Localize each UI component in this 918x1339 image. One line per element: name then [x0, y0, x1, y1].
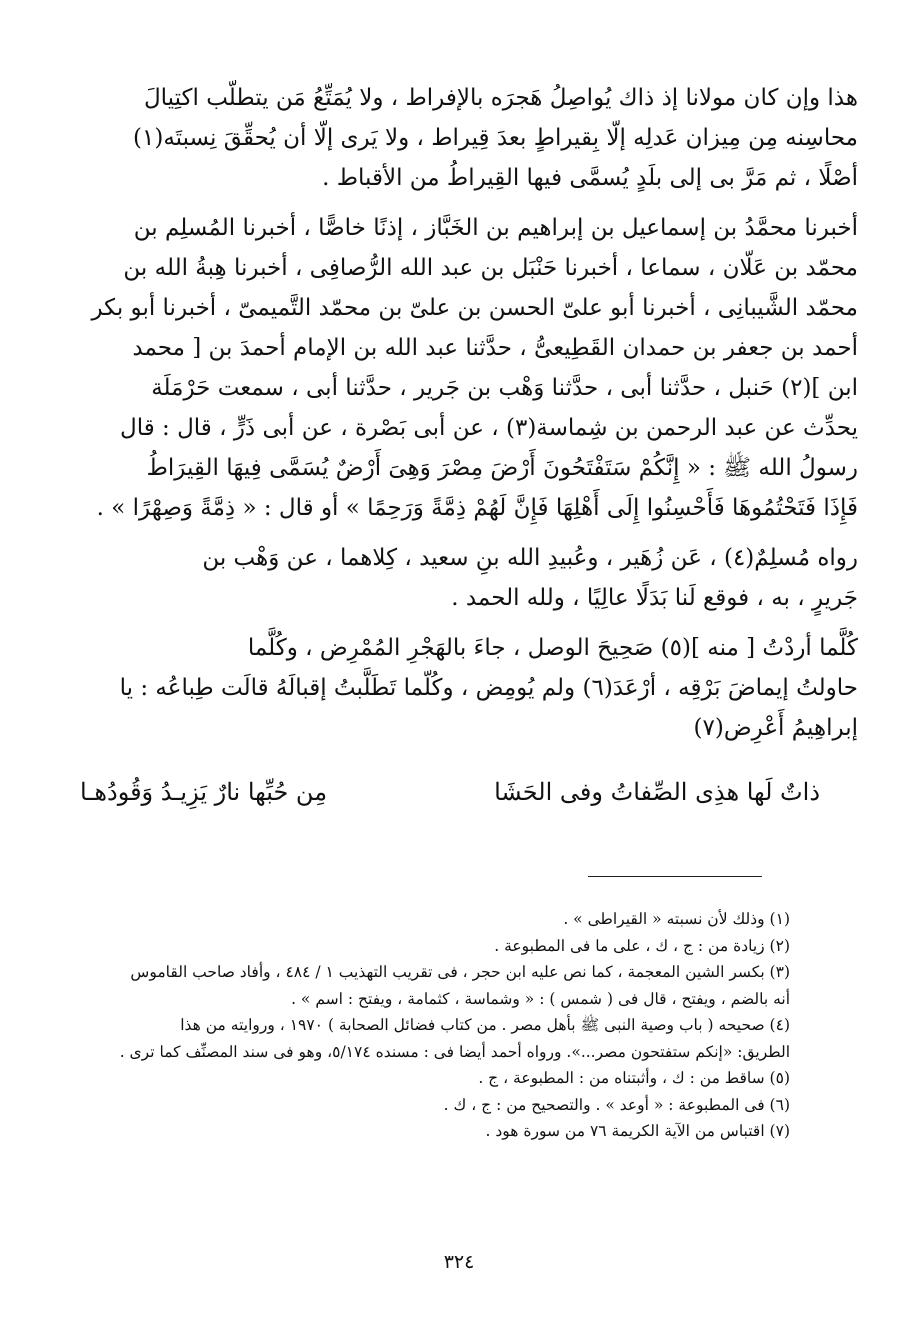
footnote-line: أنه بالضم ، ويفتح ، قال فى ( شمس ) : « وشماسة ، كثمامة ، ويفتح : اسم » . [291, 989, 790, 1008]
paragraph-4 [58, 628, 858, 748]
text-line: محاسِنه مِن مِيزان عَدلِه إلّا بِقيراطٍ بعدَ قِيراط ، ولا يَرى إلّا أن يُحقِّقَ نِسبتَه(١) [133, 125, 858, 151]
footnote-divider [588, 876, 762, 877]
footnote-line: (٤) صحيحه ( باب وصية النبى ﷺ بأهل مصر . من كتاب فضائل الصحابة ) ١٩٧٠ ، وروايته من هذا [180, 1016, 790, 1034]
text-line: هذا وإن كان مولانا إذ ذاك يُواصِلُ هَجرَه بالإفراط ، ولا يُمَتِّعُ مَن يتطلّب اكتِيالَ [143, 85, 858, 111]
text-line: إبراهِيمُ أَعْرِض(٧) [693, 715, 858, 741]
poetry-verse [80, 770, 820, 814]
paragraph-3 [58, 538, 858, 618]
verse-left-hemistich: مِن حُبِّها نارٌ يَزِيـدُ وَقُودُهـا [80, 778, 328, 806]
footnote-line: (٣) بكسر الشين المعجمة ، كما نص عليه ابن حجر ، فى تقريب التهذيب ١ / ٤٨٤ ، وأفاد صاحب القاموس [130, 963, 790, 981]
footnote-line: (٥) ساقط من : ك ، وأثبتناه من : المطبوعة ، ج . [478, 1069, 790, 1087]
text-line: يحدِّث عن عبد الرحمن بن شِماسة(٣) ، عن أبى بَصْرة ، عن أبى ذَرٍّ ، قال : قال [119, 415, 858, 441]
text-line: أخبرنا محمَّدُ بن إسماعيل بن إبراهيم بن الخَبَّاز ، إذنًا خاصًّا ، أخبرنا المُسلِم بن [133, 215, 858, 241]
footnotes [62, 906, 790, 1145]
text-line: محمّد الشَّيبانِى ، أخبرنا أبو علىّ الحسن بن علىّ بن محمّد التَّميمىّ ، أخبرنا أبو بكر [91, 295, 858, 321]
footnote-line: (٦) فى المطبوعة : « أوعد » . والتصحيح من : ج ، ك . [443, 1095, 790, 1114]
text-line: رسولُ الله ﷺ : « إِنَّكُمْ سَتَفْتَحُونَ أَرْضَ مِصْرَ وَهِىَ أَرْضٌ يُسَمَّى فِيهَا القِيرَاطُ [146, 455, 858, 481]
footnote-line: (٢) زيادة من : ج ، ك ، على ما فى المطبوعة . [494, 936, 790, 955]
text-line: ابن ](٢) حَنبل ، حدَّثنا أبى ، حدَّثنا وَهْب بن جَرير ، حدَّثنا أبى ، سمعت حَرْمَلَة [151, 375, 858, 401]
text-line: حاولتُ إيماضَ بَرْقِه ، أرْعَدَ(٦) ولم يُومِض ، وكُلّما تَطَلَّبتُ إقبالَهُ قالَت طِباعُه : يا [119, 675, 858, 701]
paragraph-2 [58, 208, 858, 528]
footnote-line: (١) وذلك لأن نسبته « القيراطى » . [563, 910, 790, 928]
footnote-line: الطريق: «إنكم ستفتحون مصر...». ورواه أحمد أيضا فى : مسنده ٥/١٧٤، وهو فى سند المصنِّف كما ترى . [119, 1042, 790, 1061]
text-line: رواه مُسلِمٌ(٤) ، عَن زُهَير ، وعُبيدِ الله بنِ سعيد ، كِلاهما ، عن وَهْب بن [202, 545, 858, 571]
text-line: أحمد بن جعفر بن حمدان القَطِيعىُّ ، حدَّثنا عبد الله بن الإمام أحمدَ بن [ محمد [132, 335, 858, 361]
text-line: كُلَّما أردْتُ [ منه ](٥) صَحِيحَ الوصل ، جاءَ بالهَجْرِ المُمْرِض ، وكُلَّما [247, 635, 858, 661]
verse-right-hemistich: ذاتٌ لَها هذِى الصِّفاتُ وفى الحَشَا [494, 778, 820, 806]
text-line: جَريرٍ ، به ، فوقع لَنا بَدَلًا عالِيًا ، ولله الحمد . [451, 585, 858, 611]
text-line: فَإِذَا فَتَحْتُمُوهَا فَأَحْسِنُوا إِلَى أَهْلِهَا فَإِنَّ لَهُمْ ذِمَّةً وَرَحِمًا » أو قال : « ذِمَّةً وَصِهْرًا » . [96, 495, 858, 521]
text-line: محمّد بن عَلّان ، سماعا ، أخبرنا حَنْبَل بن عبد الله الرُّصافِى ، أخبرنا هِبةُ الله بن [123, 255, 858, 281]
text-line: أصْلًا ، ثم مَرَّ بى إلى بلَدٍ يُسمَّى فيها القِيراطُ من الأقباط . [322, 165, 858, 191]
paragraph-1 [58, 78, 858, 198]
main-text [58, 78, 858, 748]
footnote-line: (٧) اقتباس من الآية الكريمة ٧٦ من سورة هود . [485, 1122, 790, 1140]
page-number: ٣٢٤ [443, 1251, 475, 1273]
